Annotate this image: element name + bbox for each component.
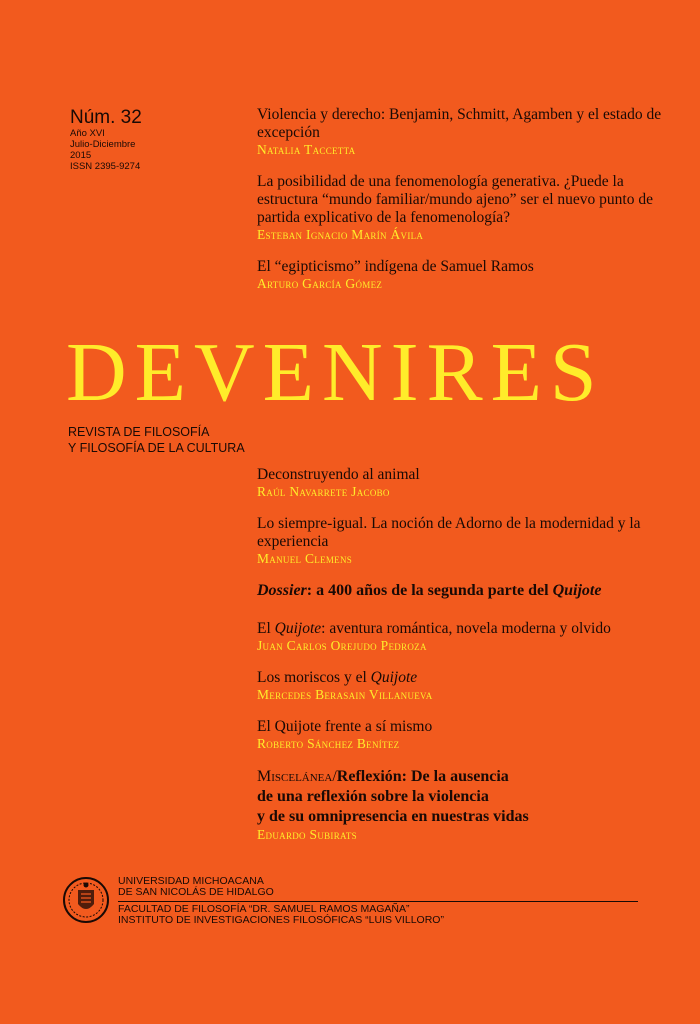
dossier-heading [257, 582, 677, 600]
title-pre: El [257, 620, 275, 637]
misc-line1 [257, 767, 677, 787]
footer-divider [118, 901, 638, 902]
issue-year: Año XVI [70, 128, 105, 139]
article-item [257, 106, 677, 158]
article-author: Arturo García Gómez [257, 276, 383, 291]
issue-issn: ISSN 2395-9274 [70, 161, 141, 172]
article-author: Manuel Clemens [257, 551, 353, 566]
title-italic: Quijote [274, 620, 322, 637]
article-author: Raúl Navarrete Jacobo [257, 484, 390, 499]
article-author: Juan Carlos Orejudo Pedroza [257, 638, 427, 653]
article-title [257, 718, 677, 736]
article-item [257, 620, 677, 654]
misc-line3: y de su omnipresencia en nuestras vidas [257, 808, 529, 825]
article-title: Deconstruyendo al animal [257, 466, 420, 483]
journal-subtitle [68, 424, 245, 456]
dossier-italic: Quijote [552, 582, 602, 599]
issue-number: Núm. 32 [70, 107, 142, 128]
article-author: Mercedes Berasain Villanueva [257, 687, 433, 702]
journal-subtitle-line1: REVISTA DE FILOSOFÍA [68, 425, 210, 439]
mid-articles [257, 466, 677, 858]
title-italic: Quijote [370, 669, 418, 686]
misc-section: Miscelánea/ [257, 768, 337, 785]
article-item [257, 718, 677, 752]
journal-title: DEVENIRES [66, 326, 605, 419]
top-articles [257, 106, 677, 307]
article-author: Natalia Taccetta [257, 142, 356, 157]
article-item [257, 173, 677, 243]
faculty-name: FACULTAD DE FILOSOFÍA “DR. SAMUEL RAMOS MAGAÑA” [118, 903, 410, 915]
issue-pub-year: 2015 [70, 150, 92, 161]
article-author: Roberto Sánchez Benítez [257, 736, 400, 751]
university-name-1: UNIVERSIDAD MICHOACANA [118, 875, 264, 887]
misc-line2: de una reflexión sobre la violencia [257, 788, 489, 805]
article-item [257, 669, 677, 703]
institute-name: INSTITUTO DE INVESTIGACIONES FILOSÓFICAS “LUIS VILLORO” [118, 914, 444, 926]
article-title: La posibilidad de una fenomenología generativa. ¿Puede la estructura “mundo familiar/mundo ajeno” ser el nuevo punto de partida explicativo de la fenomenología? [257, 173, 653, 226]
article-author: Esteban Ignacio Marín Ávila [257, 227, 424, 242]
footer-text [118, 876, 638, 926]
university-seal-icon [62, 876, 110, 924]
article-title: Violencia y derecho: Benjamin, Schmitt, Agamben y el estado de excepción [257, 106, 662, 141]
article-title: Lo siempre-igual. La noción de Adorno de la modernidad y la experiencia [257, 515, 641, 550]
dossier-text: : a 400 años de la segunda parte del [306, 582, 553, 599]
article-author: Eduardo Subirats [257, 827, 357, 842]
article-title [257, 669, 677, 687]
issue-period: Julio-Diciembre [70, 139, 136, 150]
university-name-2: DE SAN NICOLÁS DE HIDALGO [118, 886, 274, 898]
title-post: : aventura romántica, novela moderna y olvido [321, 620, 611, 637]
article-item [257, 466, 677, 500]
misc-title-1: Reflexión: De la ausencia [336, 768, 509, 785]
dossier-label: Dossier [257, 582, 307, 599]
journal-subtitle-line2: Y FILOSOFÍA DE LA CULTURA [68, 441, 245, 455]
title-pre: Los moriscos y el [257, 669, 371, 686]
title-pre: El Quijote frente a sí mismo [257, 718, 433, 735]
article-title: El “egipticismo” indígena de Samuel Ramos [257, 258, 534, 275]
article-title [257, 620, 677, 638]
misc-article [257, 767, 677, 843]
article-item [257, 258, 677, 292]
issue-info [70, 108, 142, 172]
article-item [257, 515, 677, 567]
